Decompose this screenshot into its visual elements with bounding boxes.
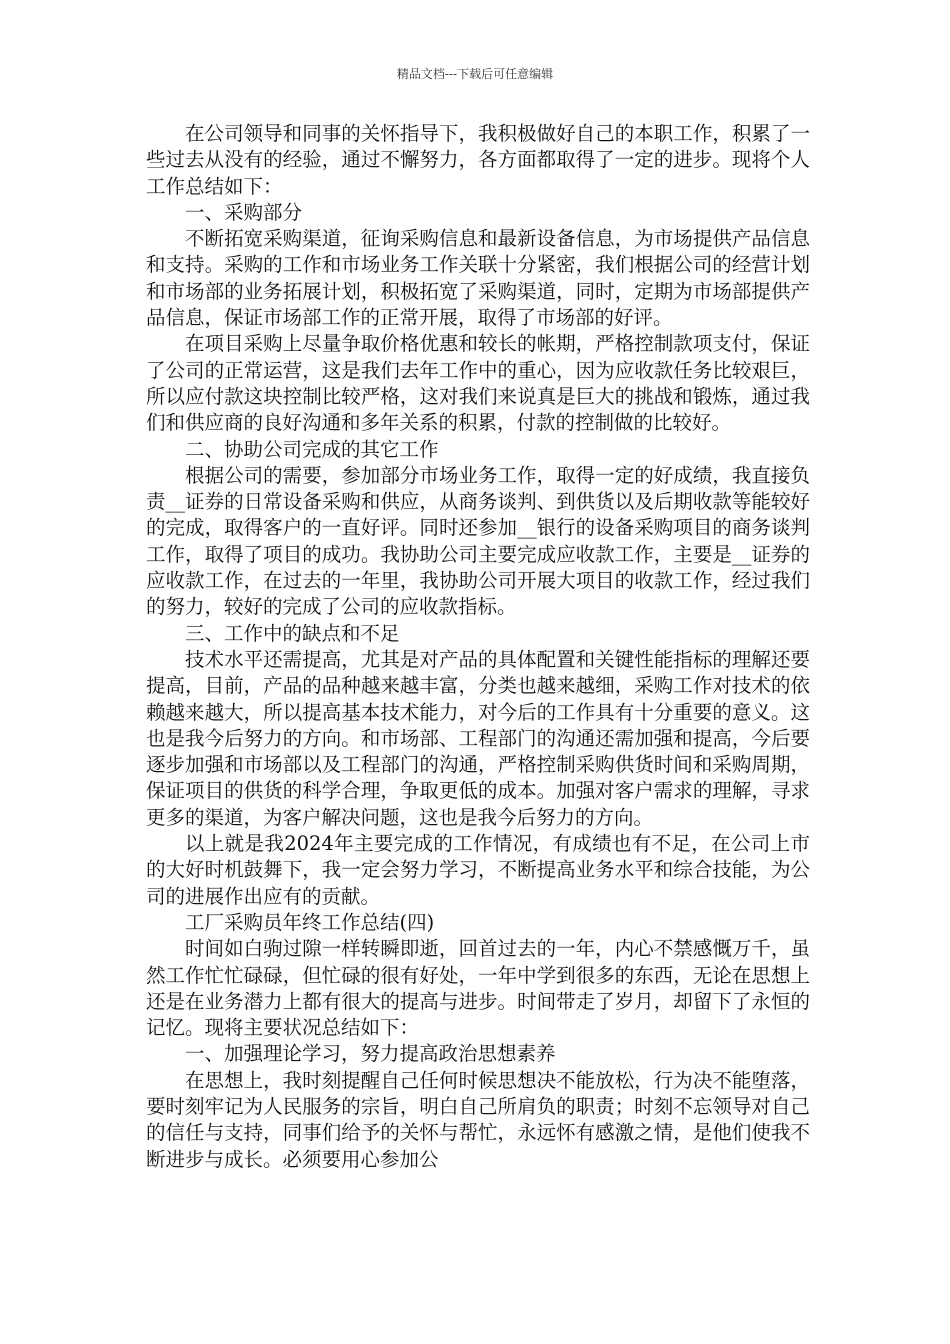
heading-shortcomings: 三、工作中的缺点和不足 (185, 621, 400, 645)
document-body (146, 121, 810, 1173)
paragraph-ideology: 在思想上，我时刻提醒自己任何时候思想决不能放松，行为决不能堕落，要时刻牢记为人民服务的宗旨，明白自己所肩负的职责；时刻不忘领导对自己的信任与支持，同事们给予的关怀与帮忙，永远怀有感激之情，是他们使我不断进步与成长。必须要用心参加公 (146, 1068, 810, 1171)
paragraph-other-work: 根据公司的需要，参加部分市场业务工作，取得一定的好成绩，我直接负责__证券的日常设备采购和供应，从商务谈判、到供货以及后期收款等能较好的完成，取得客户的一直好评。同时还参加__银行的设备采购项目的商务谈判工作，取得了项目的成功。我协助公司主要完成应收款工作，主要是__证券的应收款工作，在过去的一年里，我协助公司开展大项目的收款工作，经过我们的努力，较好的完成了公司的应收款指标。 (146, 463, 810, 619)
paragraph-conclusion: 以上就是我2024年主要完成的工作情况，有成绩也有不足，在公司上市的大好时机鼓舞下，我一定会努力学习，不断提高业务水平和综合技能，为公司的进展作出应有的贡献。 (146, 832, 810, 908)
paragraph-procurement-channels: 不断拓宽采购渠道，征询采购信息和最新设备信息，为市场提供产品信息和支持。采购的工作和市场业务工作关联十分紧密，我们根据公司的经营计划和市场部的业务拓展计划，积极拓宽了采购渠道，同时，定期为市场部提供产品信息，保证市场部工作的正常开展，取得了市场部的好评。 (146, 227, 810, 330)
paragraph-payment-control: 在项目采购上尽量争取价格优惠和较长的帐期，严格控制款项支付，保证了公司的正常运营，这是我们去年工作中的重心，因为应收款任务比较艰巨，所以应付款这块控制比较严格，这对我们来说真是巨大的挑战和锻炼，通过我们和供应商的良好沟通和多年关系的积累，付款的控制做的比较好。 (146, 332, 810, 435)
heading-summary-four: 工厂采购员年终工作总结(四) (185, 910, 435, 934)
paragraph-intro: 在公司领导和同事的关怀指导下，我积极做好自己的本职工作，积累了一些过去从没有的经验，通过不懈努力，各方面都取得了一定的进步。现将个人工作总结如下： (146, 122, 810, 198)
paragraph-time-reflection: 时间如白驹过隙一样转瞬即逝，回首过去的一年，内心不禁感慨万千，虽然工作忙忙碌碌，但忙碌的很有好处，一年中学到很多的东西，无论在思想上还是在业务潜力上都有很大的提高与进步。时间带走了岁月，却留下了永恒的记忆。现将主要状况总结如下： (146, 937, 810, 1040)
page-header: 精品文档---下载后可任意编辑 (396, 67, 554, 81)
paragraph-shortcomings: 技术水平还需提高，尤其是对产品的具体配置和关键性能指标的理解还要提高，目前，产品的品种越来越丰富，分类也越来越细，采购工作对技术的依赖越来越大，所以提高基本技术能力，对今后的工作具有十分重要的意义。这也是我今后努力的方向。和市场部、工程部门的沟通还需加强和提高，今后要逐步加强和市场部以及工程部门的沟通，严格控制采购供货时间和采购周期，保证项目的供货的科学合理，争取更低的成本。加强对客户需求的理解，寻求更多的渠道，为客户解决问题，这也是我今后努力的方向。 (146, 647, 810, 829)
heading-procurement: 一、采购部分 (185, 200, 303, 224)
heading-theory-study: 一、加强理论学习，努力提高政治思想素养 (185, 1042, 556, 1066)
heading-other-work: 二、协助公司完成的其它工作 (185, 437, 439, 461)
